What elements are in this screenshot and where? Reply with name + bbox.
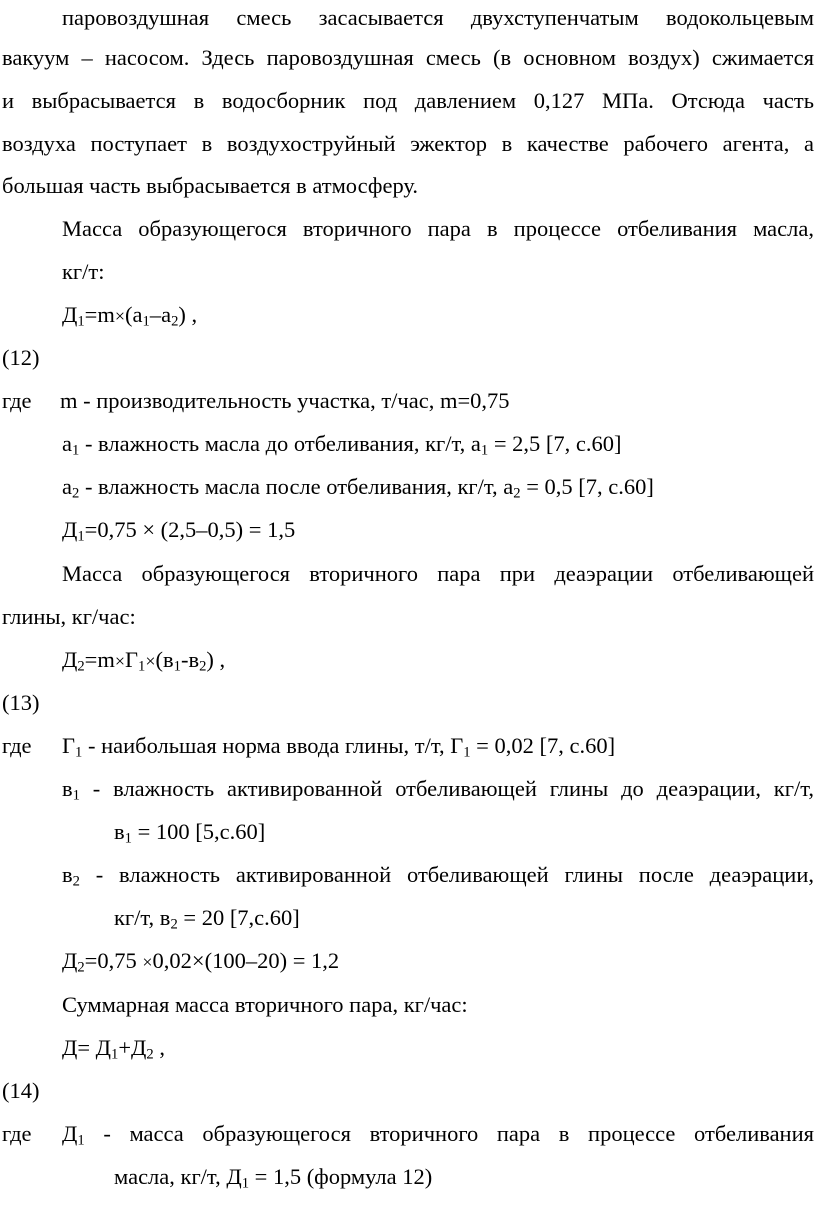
result-line: $Д_2=0,75 \times 0,02\times(100-20) = 1,2$ <box>62 948 340 976</box>
where-label: где <box>2 733 32 758</box>
formula-12: $Д_1=m\times(а_1-а_2)$ , <box>62 302 198 330</box>
text-line: Масса образующегося вторичного пара при деаэрации отбеливающей <box>62 561 814 586</box>
text-line: и выбрасывается в водосборник под давлением 0,127 МПа. Отсюда часть <box>2 88 814 113</box>
text-line: кг/т: <box>62 259 105 284</box>
formula-13: $Д_2=m\times Г_1\times(в_1-в_2)$ , <box>62 647 226 675</box>
definition-line: $Г_1$ - наибольшая норма ввода глины, т/т, $Г_1 = 0,02$ [7, с.60] <box>62 733 616 761</box>
definition-line: $в_1$ - влажность активированной отбеливающей глины до деаэрации, кг/т, <box>62 776 814 804</box>
text-line: вакуум – насосом. Здесь паровоздушная смесь (в основном воздух) сжимается <box>2 45 814 70</box>
definition-line: $а_2$ - влажность масла после отбеливания, кг/т, $а_2 = 0,5$ [7, с.60] <box>62 474 654 502</box>
definition-line: $Д_1$ - масса образующегося вторичного пара в процессе отбеливания <box>62 1121 814 1149</box>
definition-line: $в_2$ - влажность активированной отбеливающей глины после деаэрации, <box>62 862 814 890</box>
definition-continuation: кг/т, $в_2 = 20$ [7,с.60] <box>114 905 300 933</box>
text-line: Суммарная масса вторичного пара, кг/час: <box>62 992 468 1017</box>
text-line: Масса образующегося вторичного пара в процессе отбеливания масла, <box>62 216 814 241</box>
text-line: глины, кг/час: <box>2 604 136 629</box>
definition-line: $а_1$ - влажность масла до отбеливания, кг/т, $а_1 = 2,5$ [7, с.60] <box>62 431 622 459</box>
equation-number: (13) <box>2 690 40 715</box>
text-line: паровоздушная смесь засасывается двухступенчатым водокольцевым <box>62 5 814 30</box>
where-label: где <box>2 388 32 413</box>
equation-number: (12) <box>2 345 40 370</box>
definition-continuation: масла, кг/т, $Д_1 = 1,5$ (формула 12) <box>114 1164 433 1192</box>
result-line: $Д_1=0,75 \times (2,5-0,5) = 1,5$ <box>62 517 296 545</box>
definition-line: m - производительность участка, т/час, m=0,75 <box>60 388 510 413</box>
text-line: большая часть выбрасывается в атмосферу. <box>2 173 419 198</box>
text-line: воздуха поступает в воздухоструйный эжектор в качестве рабочего агента, а <box>2 131 814 156</box>
equation-number: (14) <box>2 1078 40 1103</box>
where-label: где <box>2 1121 32 1146</box>
formula-14: $Д= Д_1+Д_2$ , <box>62 1035 165 1063</box>
definition-continuation: $в_1 = 100$ [5,с.60] <box>114 819 266 847</box>
